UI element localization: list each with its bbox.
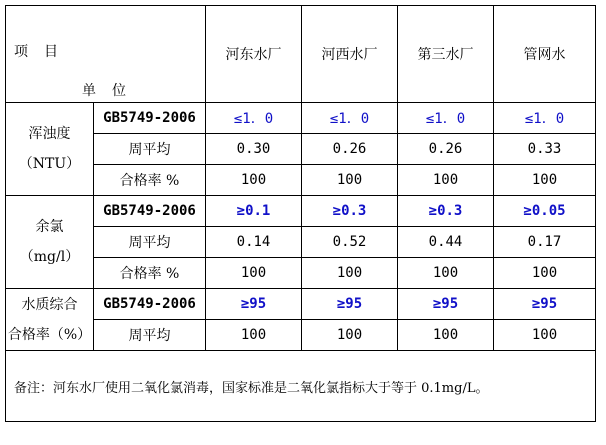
row-label: GB5749-2006 <box>94 103 206 134</box>
note-text: 备注：河东水厂使用二氧化氯消毒，国家标准是二氧化氯指标大于等于 0.1mg/L。 <box>6 351 596 422</box>
plant-header-hedong: 河东水厂 <box>206 6 302 103</box>
table-row <box>6 103 596 134</box>
row-label: 合格率 % <box>94 258 206 289</box>
standard-value: ≥95 <box>302 289 398 320</box>
note-row <box>6 351 596 422</box>
standard-value: ≥95 <box>206 289 302 320</box>
value-cell: 0.26 <box>302 134 398 165</box>
row-label: GB5749-2006 <box>94 196 206 227</box>
table-row <box>6 320 596 351</box>
value-cell: 100 <box>302 320 398 351</box>
header-row <box>6 6 596 103</box>
table-row <box>6 227 596 258</box>
row-label: 周平均 <box>94 134 206 165</box>
table-row <box>6 196 596 227</box>
table-row <box>6 289 596 320</box>
category-unit: （NTU） <box>18 156 81 172</box>
value-cell: 100 <box>206 320 302 351</box>
row-label: 合格率 % <box>94 165 206 196</box>
standard-value: ≥95 <box>494 289 596 320</box>
standard-value: ≤1．0 <box>494 103 596 134</box>
standard-value: ≥95 <box>398 289 494 320</box>
value-cell: 0.44 <box>398 227 494 258</box>
standard-value: ≥0.05 <box>494 196 596 227</box>
plant-header-hexi: 河西水厂 <box>302 6 398 103</box>
standard-value: ≤1．0 <box>302 103 398 134</box>
value-cell: 100 <box>398 320 494 351</box>
value-cell: 100 <box>494 258 596 289</box>
value-cell: 0.26 <box>398 134 494 165</box>
value-cell: 100 <box>398 258 494 289</box>
value-cell: 0.52 <box>302 227 398 258</box>
plant-header-third: 第三水厂 <box>398 6 494 103</box>
category-chlorine <box>6 196 94 289</box>
standard-value: ≤1．0 <box>398 103 494 134</box>
unit-label: 单 位 <box>82 83 127 99</box>
value-cell: 100 <box>206 165 302 196</box>
category-unit: 合格率（%） <box>7 326 92 343</box>
category-overall <box>6 289 94 351</box>
plant-header-network: 管网水 <box>494 6 596 103</box>
water-quality-table <box>5 5 596 422</box>
value-cell: 100 <box>206 258 302 289</box>
value-cell: 0.14 <box>206 227 302 258</box>
standard-value: ≥0.3 <box>398 196 494 227</box>
row-label: 周平均 <box>94 227 206 258</box>
category-turbidity <box>6 103 94 196</box>
header-corner-cell <box>6 6 206 103</box>
category-unit: （mg/l） <box>19 249 80 265</box>
row-label: GB5749-2006 <box>94 289 206 320</box>
value-cell: 100 <box>494 320 596 351</box>
standard-value: ≥0.1 <box>206 196 302 227</box>
standard-value: ≥0.3 <box>302 196 398 227</box>
table-row <box>6 134 596 165</box>
value-cell: 0.33 <box>494 134 596 165</box>
value-cell: 0.17 <box>494 227 596 258</box>
table-row <box>6 165 596 196</box>
category-name: 水质综合 <box>21 296 78 313</box>
table-row <box>6 258 596 289</box>
value-cell: 100 <box>302 165 398 196</box>
value-cell: 100 <box>494 165 596 196</box>
standard-value: ≤1．0 <box>206 103 302 134</box>
value-cell: 100 <box>302 258 398 289</box>
row-label: 周平均 <box>94 320 206 351</box>
category-name: 浑浊度 <box>28 126 71 142</box>
value-cell: 0.30 <box>206 134 302 165</box>
item-label: 项 目 <box>14 44 59 60</box>
category-name: 余氯 <box>35 219 64 235</box>
value-cell: 100 <box>398 165 494 196</box>
